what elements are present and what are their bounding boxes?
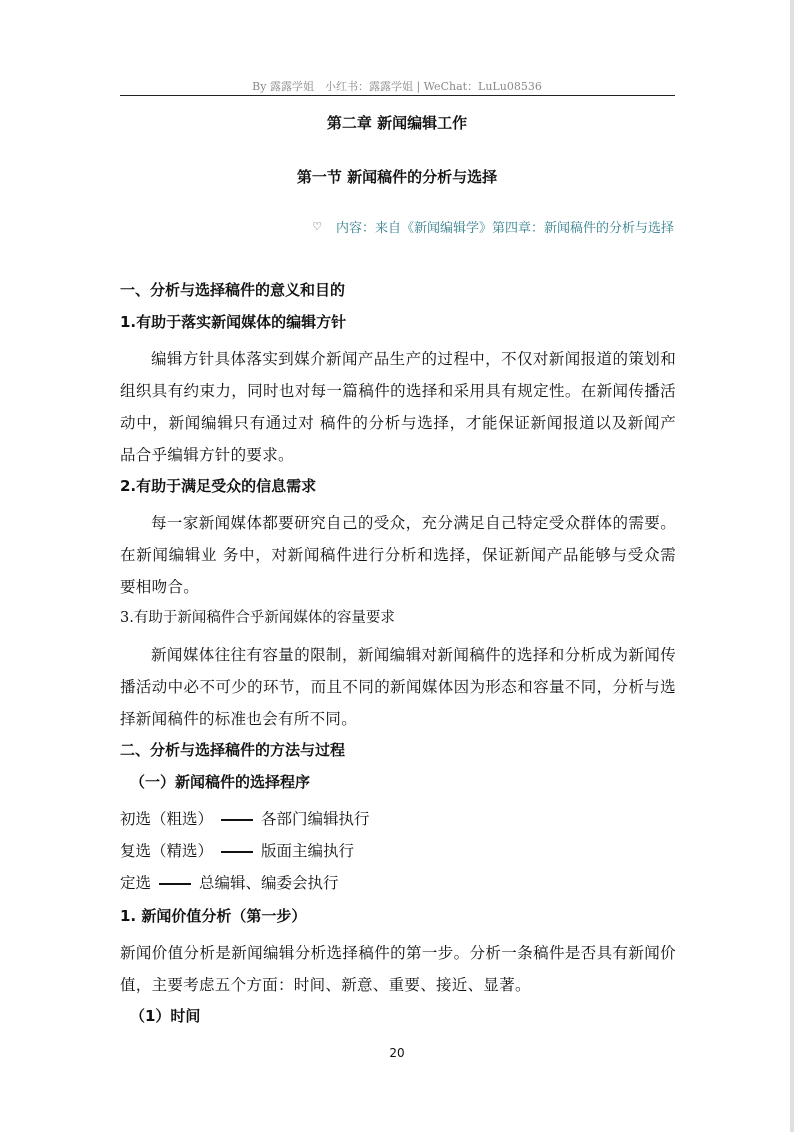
source-note	[312, 217, 674, 236]
heading-time: （1）时间	[130, 1007, 201, 1025]
step-executor: 总编辑、编委会执行	[199, 874, 339, 892]
heading-1-methods: 二、分析与选择稿件的方法与过程	[120, 741, 346, 759]
paragraph: 每一家新闻媒体都要研究自己的受众，充分满足自己特定受众群体的需要。在新闻编辑业 务中，对新闻稿件进行分析和选择，保证新闻产品能够与受众需要相吻合。	[120, 514, 676, 596]
dash-line	[221, 851, 253, 853]
heading-news-value-analysis: 1. 新闻价值分析（第一步）	[120, 907, 307, 925]
section-title: 第一节 新闻稿件的分析与选择	[296, 168, 498, 186]
heading-2-audience-needs: 2.有助于满足受众的信息需求	[120, 477, 317, 495]
page-edge	[790, 0, 794, 1132]
page-header: By 露露学姐 小红书：露露学姐 | WeChat：LuLu08536	[252, 80, 542, 93]
step-executor: 版面主编执行	[261, 842, 355, 860]
step-row	[120, 835, 676, 867]
paragraph: 编辑方针具体落实到媒介新闻产品生产的过程中，不仅对新闻报道的策划和组织具有约束力，同时也对每一篇稿件的选择和采用具有规定性。在新闻传播活动中，新闻编辑只有通过对 稿件的分析与选择，才能保证新闻报道以及新闻产品合乎编辑方针的要求。	[120, 350, 676, 464]
header-divider	[120, 95, 675, 96]
heading-2-capacity: 3.有助于新闻稿件合乎新闻媒体的容量要求	[120, 610, 395, 626]
step-executor: 各部门编辑执行	[261, 810, 370, 828]
source-text: 内容：来自《新闻编辑学》第四章：新闻稿件的分析与选择	[335, 221, 674, 236]
heading-1-significance: 一、分析与选择稿件的意义和目的	[120, 281, 346, 299]
step-row	[120, 803, 676, 835]
paragraph: 新闻媒体往往有容量的限制，新闻编辑对新闻稿件的选择和分析成为新闻传播活动中必不可少的环节，而且不同的新闻媒体因为形态和容量不同，分析与选择新闻稿件的标准也会有所不同。	[120, 646, 676, 728]
paragraph: 新闻价值分析是新闻编辑分析选择稿件的第一步。分析一条稿件是否具有新闻价值，主要考虑五个方面：时间、新意、重要、接近、显著。	[120, 944, 676, 994]
dash-line	[221, 819, 253, 821]
heading-2-editorial-policy: 1.有助于落实新闻媒体的编辑方针	[120, 313, 347, 331]
heading-selection-procedure: （一）新闻稿件的选择程序	[130, 773, 311, 791]
step-name: 定选	[120, 874, 152, 892]
step-name: 初选（粗选）	[120, 810, 214, 828]
dash-line	[159, 883, 191, 885]
heart-icon: ♡	[312, 220, 322, 233]
step-name: 复选（精选）	[120, 842, 214, 860]
body-content	[120, 279, 676, 1037]
page-number: 20	[389, 1046, 405, 1060]
chapter-title: 第二章 新闻编辑工作	[326, 114, 468, 132]
step-row	[120, 867, 676, 899]
